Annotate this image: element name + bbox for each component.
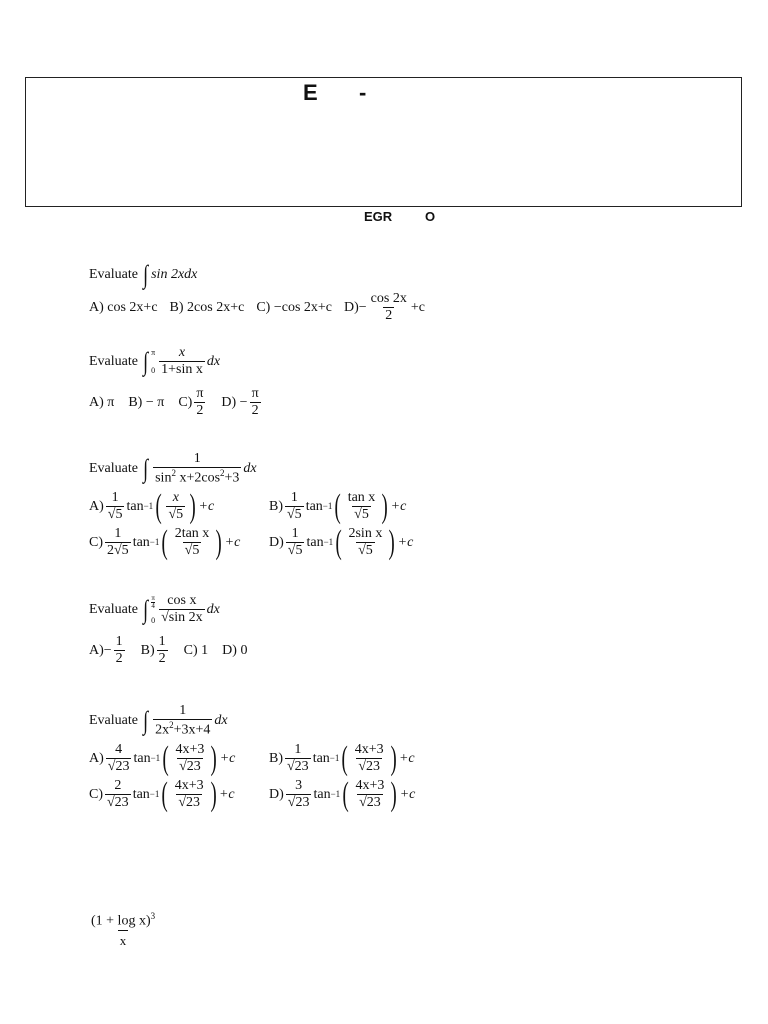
option-label: A) [89,750,104,766]
exponent: 2 [169,720,174,730]
integrand: sin 2xdx [151,267,198,282]
fraction-denominator: 2 [115,651,123,666]
exponent: −1 [323,537,334,548]
numerator-text: (1 + log x) [91,913,151,929]
fraction-denominator: √5 [184,543,200,559]
question-prompt: Evaluate [89,601,138,617]
fraction-numerator [89,912,157,930]
differential: dx [243,460,257,476]
den-part-a: sin [155,470,172,486]
question-4-stem [89,594,247,625]
upper-limit-fraction [151,595,155,610]
fraction-numerator: 1 [115,634,123,649]
left-paren: ( [155,487,162,525]
option-d[interactable] [221,387,262,418]
option-a[interactable] [89,739,269,777]
den-part-b: x+2cos [179,470,221,486]
inner-fraction [346,491,378,522]
coef-fraction [285,491,304,522]
coef-fraction [286,779,312,810]
right-paren: ) [189,487,196,525]
right-paren: ) [215,523,223,561]
integral-sign: ∫ [143,453,149,483]
question-3-options-row-1 [89,487,413,525]
fraction-denominator: √23 [178,795,200,811]
constant: +c [218,786,235,802]
exponent: −1 [149,537,160,548]
lower-limit: 0 [151,365,156,375]
fraction-numerator: x [172,490,179,506]
question-5 [89,704,415,812]
inner-fraction [166,491,185,522]
fraction-numerator: 1 [158,634,166,649]
option-a-prefix: A)− [89,642,112,658]
fraction-numerator: 1 [179,703,187,718]
question-2-stem [89,346,263,377]
fraction-denominator: 2√5 [107,543,129,559]
fraction-numerator: cos 2x [370,291,407,306]
inner-fraction [173,779,206,810]
option-c-prefix: C) [178,394,193,410]
option-b[interactable] [269,487,407,525]
coef-fraction [106,743,132,774]
fraction-numerator: 4x+3 [354,742,384,758]
constant: +c [219,750,236,766]
option-a[interactable]: A) π [89,394,115,410]
right-paren: ) [390,775,398,813]
den-part-b: +3x+4 [173,722,211,738]
fraction-denominator: √23 [358,759,380,775]
option-d[interactable] [269,523,414,561]
upper-limit-denominator: 4 [151,601,155,610]
integral-limits [151,595,155,625]
tan-inverse: tan [126,498,144,514]
question-prompt: Evaluate [89,712,138,728]
option-b[interactable] [141,635,170,666]
fraction-denominator: √23 [107,759,130,775]
coef-fraction [105,779,131,810]
option-label: A) [89,498,104,514]
inner-fraction [353,743,386,774]
constant: +c [198,498,215,514]
question-prompt: Evaluate [89,267,138,282]
fraction-numerator: 1 [114,526,122,542]
right-paren: ) [388,523,396,561]
right-paren: ) [390,739,397,777]
option-c[interactable] [178,387,207,418]
question-5-options-row-1 [89,739,415,777]
coef-fraction [285,743,311,774]
option-label: D) [269,786,284,802]
exponent: 3 [150,911,156,921]
tan-inverse: tan [312,750,330,766]
right-paren: ) [210,775,217,813]
left-paren: ( [334,487,342,525]
constant: +c [397,534,414,550]
question-5-stem [89,704,415,738]
option-label: B) [269,750,283,766]
differential: dx [206,353,221,369]
coef-fraction [286,527,305,558]
option-d[interactable] [269,775,416,813]
footer-expression [87,912,159,947]
exponent: −1 [330,789,341,800]
option-d-suffix: +c [410,299,425,315]
footer-fraction [89,912,157,947]
fraction-denominator: √23 [179,759,201,775]
left-paren: ( [161,523,169,561]
question-3-stem [89,452,413,486]
exponent: −1 [150,753,161,764]
den-part-c: +3 [224,470,240,486]
exponent: −1 [143,501,154,512]
exponent: −1 [329,753,340,764]
option-a[interactable]: A) cos 2x+c [89,299,158,315]
right-paren: ) [381,487,389,525]
upper-limit-numerator: π [151,593,155,602]
option-label: C) [89,786,103,802]
option-label: C) [89,534,103,550]
fraction-denominator: 2 [385,308,393,323]
fraction-numerator: tan x [347,490,376,506]
question-1-stem [89,262,425,288]
fraction-numerator: 3 [295,778,303,794]
fraction-denominator: √5 [354,507,369,523]
header-box [25,77,742,207]
fraction-denominator [153,467,241,486]
question-1 [89,262,425,323]
tan-inverse: tan [305,498,323,514]
option-label: B) [269,498,283,514]
fraction-numerator: 1 [294,742,302,758]
differential: dx [214,712,228,728]
fraction-denominator: √23 [287,795,310,811]
coef-fraction [105,527,131,558]
option-a[interactable] [89,487,269,525]
question-5-options-row-2 [89,775,416,813]
exponent: 2 [171,468,176,478]
fraction-denominator: √23 [287,759,309,775]
integrand-fraction [153,452,241,486]
integrand-fraction [159,346,205,377]
option-a[interactable] [89,635,127,666]
option-b-fraction [157,635,168,666]
den-part-a: 2x [155,722,170,738]
fraction-denominator: √sin 2x [161,610,203,625]
fraction-numerator: 1 [111,490,119,506]
fraction-numerator: 4x+3 [175,742,205,758]
fraction-denominator: 2 [196,403,204,418]
tan-inverse: tan [313,786,331,802]
left-paren: ( [342,775,349,813]
fraction-denominator: 2 [158,651,166,666]
header-letter: E [303,80,318,105]
integral-sign: ∫ [143,346,149,376]
constant: +c [399,786,416,802]
fraction-denominator: √5 [107,507,123,523]
question-4-options [89,635,247,666]
left-paren: ( [335,523,342,561]
fraction-denominator: √5 [287,543,303,559]
question-1-options [89,292,425,323]
option-b-prefix: B) [140,642,155,658]
fraction-denominator: √5 [287,507,302,523]
integral-sign: ∫ [143,260,149,289]
option-d[interactable] [344,292,425,323]
left-paren: ( [161,775,169,813]
question-3 [89,452,413,560]
fraction-denominator: √5 [358,543,373,559]
inner-fraction [173,743,206,774]
exponent: −1 [149,789,160,800]
option-d-prefix: D)− [344,299,367,315]
tan-inverse: tan [306,534,324,550]
integral-sign: ∫ [143,705,149,735]
inner-fraction [353,779,386,810]
right-paren: ) [210,739,218,777]
tan-inverse: tan [132,786,150,802]
option-c[interactable] [89,523,269,561]
differential: dx [206,601,220,617]
inner-fraction [173,527,212,558]
fraction-numerator: π [251,386,259,401]
integral-sign: ∫ [143,594,149,624]
fraction-numerator: 2tan x [174,526,210,542]
question-prompt: Evaluate [89,460,138,476]
option-c[interactable]: C) −cos 2x+c [256,299,332,315]
option-c[interactable]: C) 1 [183,642,209,658]
fraction-numerator: 1 [290,490,298,506]
option-b[interactable]: B) 2cos 2x+c [169,299,245,315]
exponent: −1 [322,501,333,512]
question-3-options-row-2 [89,523,414,561]
fraction-denominator: √23 [359,795,381,811]
option-a-fraction [114,635,125,666]
question-2-options [89,387,263,418]
fraction-denominator [153,719,212,738]
fraction-numerator: x [178,345,186,360]
tan-inverse: tan [133,750,151,766]
fraction-numerator: 1 [193,451,201,466]
left-paren: ( [341,739,349,777]
integral-limits [151,349,155,375]
fraction-numerator: π [196,386,204,401]
question-prompt: Evaluate [89,353,138,369]
header-subtitle-right: O [425,209,436,224]
fraction-numerator: 4x+3 [355,778,385,794]
constant: +c [390,498,407,514]
integrand-fraction [159,594,205,625]
constant: +c [398,750,415,766]
question-4 [89,594,247,666]
option-d-fraction [369,292,409,323]
option-b[interactable]: B) − π [128,394,165,410]
fraction-numerator: 2sin x [348,526,383,542]
exponent: 2 [220,468,225,478]
fraction-numerator: 2 [114,778,122,794]
fraction-numerator: 4x+3 [174,778,204,794]
option-label: D) [269,534,284,550]
integrand-fraction [153,704,212,738]
header-dash: - [359,80,367,105]
header-subtitle-left: EGR [364,209,393,224]
fraction-numerator: 1 [291,526,299,542]
option-d-fraction [250,387,261,418]
option-b[interactable] [269,739,415,777]
question-2 [89,346,263,418]
inner-fraction [346,527,384,558]
fraction-denominator: √5 [168,507,184,523]
option-c[interactable] [89,775,269,813]
fraction-numerator: 4 [115,742,123,758]
option-d[interactable]: D) 0 [222,642,248,658]
fraction-denominator: x [118,930,129,947]
fraction-numerator: cos x [167,593,197,608]
fraction-denominator: 1+sin x [161,362,203,377]
left-paren: ( [162,739,169,777]
upper-limit: π [151,347,156,357]
fraction-denominator: 2 [251,403,259,418]
option-c-fraction [194,387,205,418]
constant: +c [224,534,241,550]
tan-inverse: tan [132,534,150,550]
option-d-prefix: D) − [221,394,248,410]
coef-fraction [106,491,125,522]
lower-limit: 0 [151,615,156,625]
fraction-denominator: √23 [107,795,129,811]
